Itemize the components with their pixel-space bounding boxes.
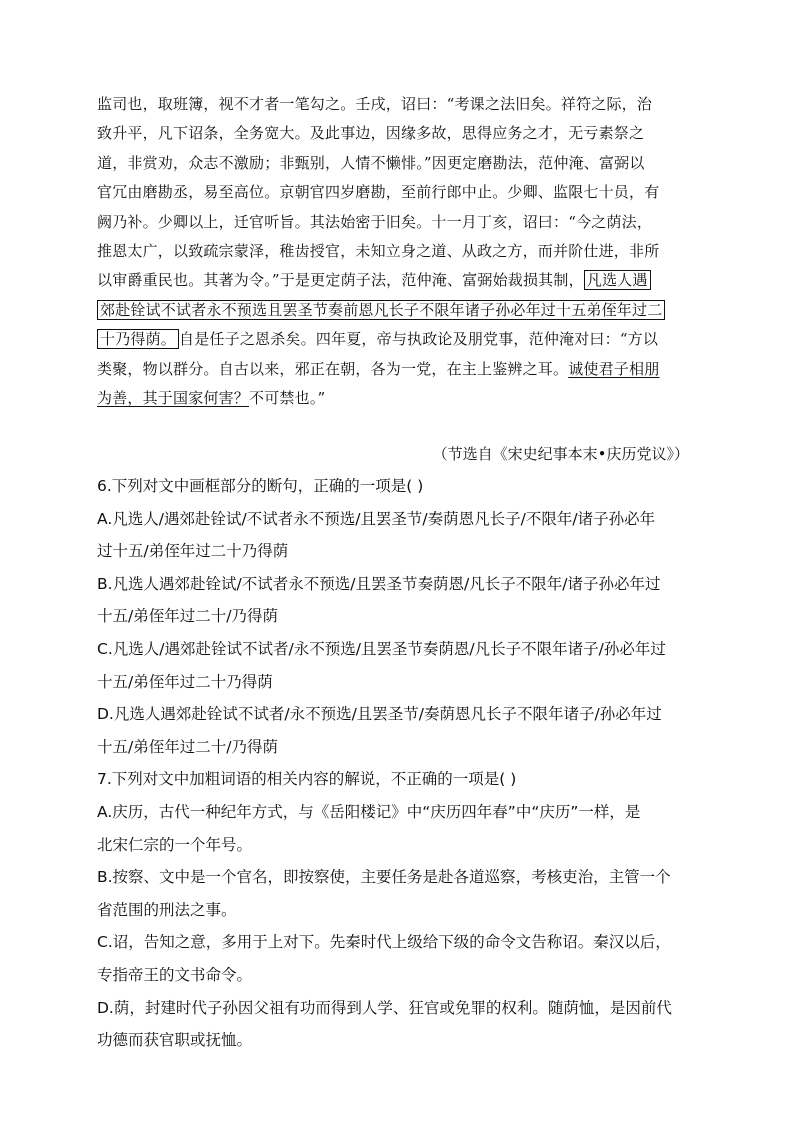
boxed-segment-start: 凡选人遇 xyxy=(584,270,651,290)
passage-line: 推恩太广，以致疏宗蒙泽，稚齿授官，未知立身之道、从政之方，而并阶仕进，非所 xyxy=(97,241,660,260)
passage-line: 致升平，凡下诏条，全务宽大。及此事边，因缘多故，思得应务之才，无亏素祭之 xyxy=(97,124,645,143)
question-7-option-b: B.按察、文中是一个官名，即按察使，主要任务是赴各道巡察，考核吏治，主管一个 xyxy=(97,868,671,887)
question-section xyxy=(97,470,697,1057)
passage-text: 以审爵重民也。其著为令。”于是更定荫子法，范仲淹、富弼始裁损其制， xyxy=(97,271,584,290)
passage-line xyxy=(97,355,689,384)
question-7-option-d: D.荫，封建时代子孙因父祖有功而得到人学、狂官或免罪的权利。随荫恤，是因前代 xyxy=(97,998,672,1017)
passage-line: 道，非赏劝，众志不激励；非甄别，人情不懒悱。”因更定磨勘法，范仲淹、富弼以 xyxy=(97,153,645,172)
passage-line xyxy=(97,325,689,354)
underlined-text: 诚使君子相朋 xyxy=(568,359,660,378)
question-6-stem: 6.下列对文中画框部分的断句，正确的一项是( ) xyxy=(97,477,424,495)
question-6-option-d-cont: 十五/弟侄年过二十/乃得荫 xyxy=(97,737,278,756)
question-6-option-d: D.凡选人遇郊赴铨试不试者/永不预选/且罢圣节/奏荫恩凡长子不限年诸子/孙必年过 xyxy=(97,705,662,724)
source-citation: （节选自《宋史纪事本末•庆历党议》） xyxy=(432,445,689,463)
question-7-option-d-cont: 功德而获官职或抚恤。 xyxy=(97,1031,253,1050)
passage-line xyxy=(97,266,689,295)
underlined-text: 为善，其于国家何害？ xyxy=(97,388,250,407)
passage-text: 不可禁也。” xyxy=(249,388,326,407)
question-6-option-b-cont: 十五/弟侄年过二十/乃得荫 xyxy=(97,607,278,626)
question-7-option-c-cont: 专指帝王的文书命令。 xyxy=(97,965,253,984)
question-7-option-b-cont: 省范围的刑法之事。 xyxy=(97,900,237,919)
passage-line: 官冗由磨勘丞，易至高位。京朝官四岁磨勘，至前行郎中止。少卿、监限七十员，有 xyxy=(97,183,660,202)
passage-line xyxy=(97,296,689,325)
question-6-option-a-cont: 过十五/弟侄年过二十乃得荫 xyxy=(97,542,289,561)
boxed-segment-end: 十乃得荫。 xyxy=(97,329,179,349)
passage-line: 阙乃补。少卿以上，迁官听旨。其法始密于旧矣。十一月丁亥，诏曰：“今之荫法， xyxy=(97,212,653,231)
passage-text: 类聚，物以群分。自古以来，邪正在朝，各为一党，在主上鉴辨之耳。 xyxy=(97,359,569,378)
question-6-option-c-cont: 十五/弟侄年过二十乃得荫 xyxy=(97,672,273,691)
question-7-option-c: C.诏，告知之意，多用于上对下。先秦时代上级给下级的命令文告称诏。秦汉以后， xyxy=(97,933,671,952)
question-6-option-c: C.凡选人/遇郊赴铨试不试者/永不预选/且罢圣节奏荫恩/凡长子不限年诸子/孙必年过 xyxy=(97,639,666,658)
boxed-segment-middle: 郊赴铨试不试者永不预选且罢圣节奏前恩凡长子不限年诸子孙必年过十五弟侄年过二 xyxy=(97,300,665,320)
question-7-option-a: A.庆历，古代一种纪年方式，与《岳阳楼记》中“庆历四年春”中“庆历”一样，是 xyxy=(97,802,641,821)
question-6-option-b: B.凡选人遇郊赴铨试/不试者永不预选/且罢圣节奏荫恩/凡长子不限年/诸子孙必年过 xyxy=(97,574,661,593)
passage-line: 监司也，取班簿，视不才者一笔勾之。壬戌，诏曰：“考课之法旧矣。祥符之际，治 xyxy=(97,95,653,113)
question-7-option-a-cont: 北宋仁宗的一个年号。 xyxy=(97,835,253,854)
passage-text: 自是任子之恩杀矣。四年夏，帝与执政论及朋党事，范仲淹对曰：“方以 xyxy=(179,330,659,349)
classical-passage xyxy=(97,90,689,413)
question-7-stem: 7.下列对文中加粗词语的相关内容的解说，不正确的一项是( ) xyxy=(97,770,517,789)
question-6-option-a: A.凡选人/遇郊赴铨试/不试者永不预选/且罢圣节/奏荫恩凡长子/不限年/诸子孙必年 xyxy=(97,509,656,528)
passage-line xyxy=(97,384,689,413)
